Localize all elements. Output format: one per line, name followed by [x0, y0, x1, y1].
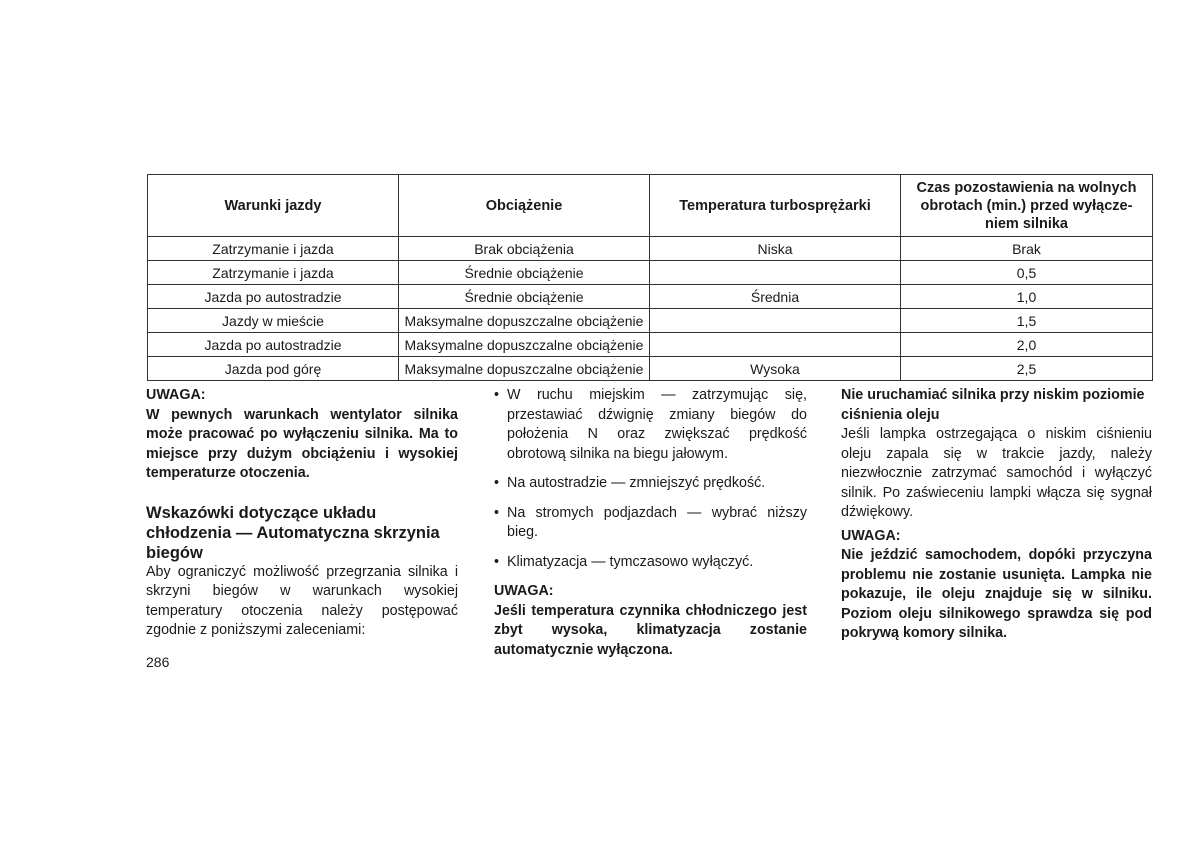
- cell-driving-conditions: Zatrzymanie i jazda: [148, 261, 399, 285]
- cell-turbo-temperature: [650, 261, 901, 285]
- note-text: Jeśli temperatura czynnika chłodniczego jest zbyt wysoka, klimatyzacja zostanie automatycznie wyłączona.: [494, 602, 807, 658]
- section-title: Wskazówki dotyczące układu chłodzenia — Automatyczna skrzynia biegów: [146, 503, 440, 562]
- list-item-text: Klimatyzacja — tymczasowo wyłączyć.: [507, 553, 754, 570]
- page-number: 286: [146, 654, 170, 670]
- cell-idle-time: 0,5: [901, 261, 1153, 285]
- cell-driving-conditions: Zatrzymanie i jazda: [148, 237, 399, 261]
- table-row: [148, 237, 1153, 261]
- cell-load: Maksymalne dopuszczalne obciążenie: [399, 309, 650, 333]
- cell-turbo-temperature: [650, 333, 901, 357]
- list-item-text: W ruchu miejskim — zatrzymując się, przestawiać dźwignię zmiany biegów do położenia N oraz zwiększać prędkość obrotową silnika na biegu jałowym.: [507, 387, 807, 462]
- cell-driving-conditions: Jazda po autostradzie: [148, 333, 399, 357]
- cell-load: Maksymalne dopuszczalne obciążenie: [399, 357, 650, 381]
- cell-turbo-temperature: [650, 309, 901, 333]
- cell-turbo-temperature: Wysoka: [650, 357, 901, 381]
- table-row: [148, 285, 1153, 309]
- cell-idle-time: Brak: [901, 237, 1153, 261]
- list-item: [494, 504, 807, 543]
- cell-load: Brak obciążenia: [399, 237, 650, 261]
- cell-driving-conditions: Jazda pod górę: [148, 357, 399, 381]
- cell-load: Maksymalne dopuszczalne obciążenie: [399, 333, 650, 357]
- section-text: Aby ograniczyć możliwość przegrzania silnika i skrzyni biegów w warunkach wysokiej temperatury otoczenia należy postępować zgodnie z poniższymi zaleceniami:: [146, 563, 458, 638]
- section-heading: Nie uruchamiać silnika przy niskim poziomie ciśnienia oleju: [841, 387, 1145, 423]
- bullet-icon: •: [494, 504, 500, 521]
- list-item: [494, 553, 807, 573]
- bullet-icon: •: [494, 387, 500, 403]
- middle-column: [494, 386, 807, 660]
- cell-idle-time: 1,5: [901, 309, 1153, 333]
- header-driving-conditions: Warunki jazdy: [148, 175, 399, 237]
- note-label: UWAGA:: [146, 387, 206, 403]
- cell-driving-conditions: Jazda po autostradzie: [148, 285, 399, 309]
- section-text: Jeśli lampka ostrzegająca o niskim ciśnieniu oleju zapala się w trakcie jazdy, należy niezwłocznie zatrzymać samochód i wyłączyć silnik. Po zaświeceniu lampki włącza się sygnał dźwiękowy.: [841, 426, 1152, 520]
- cell-idle-time: 2,5: [901, 357, 1153, 381]
- note-text: W pewnych warunkach wentylator silnika może pracować po wyłączeniu silnika. Ma to miejsce przy dużym obciążeniu i wysokiej temperaturze otoczenia.: [146, 406, 458, 481]
- header-idle-time: Czas pozostawienia na wolnych obrotach (min.) przed wyłącze-niem silnika: [901, 175, 1153, 237]
- idle-time-table-container: [147, 174, 1152, 381]
- bullet-icon: •: [494, 475, 500, 491]
- cell-idle-time: 2,0: [901, 333, 1153, 357]
- table-row: [148, 333, 1153, 357]
- header-turbo-temperature: Temperatura turbosprężarki: [650, 175, 901, 237]
- table-header-row: [148, 175, 1153, 237]
- table-row: [148, 357, 1153, 381]
- left-column: [146, 386, 458, 641]
- tips-list: [494, 386, 807, 572]
- list-item: [494, 474, 807, 494]
- cell-turbo-temperature: Niska: [650, 237, 901, 261]
- note-label: UWAGA:: [494, 583, 554, 599]
- idle-time-table: [147, 174, 1153, 381]
- cell-driving-conditions: Jazdy w mieście: [148, 309, 399, 333]
- cell-load: Średnie obciążenie: [399, 285, 650, 309]
- bullet-icon: •: [494, 553, 500, 570]
- cell-turbo-temperature: Średnia: [650, 285, 901, 309]
- note-text: Nie jeździć samochodem, dopóki przyczyna problemu nie zostanie usunięta. Lampka nie pokazuje, ile oleju znajduje się w silniku. Poziom oleju silnikowego sprawdza się pod pokrywą komory silnika.: [841, 547, 1152, 641]
- right-column: [841, 386, 1152, 644]
- list-item-text: Na stromych podjazdach — wybrać niższy bieg.: [507, 504, 807, 540]
- cell-load: Średnie obciążenie: [399, 261, 650, 285]
- table-row: [148, 309, 1153, 333]
- cell-idle-time: 1,0: [901, 285, 1153, 309]
- list-item: [494, 386, 807, 464]
- list-item-text: Na autostradzie — zmniejszyć prędkość.: [507, 475, 766, 491]
- note-label: UWAGA:: [841, 527, 901, 544]
- header-load: Obciążenie: [399, 175, 650, 237]
- table-row: [148, 261, 1153, 285]
